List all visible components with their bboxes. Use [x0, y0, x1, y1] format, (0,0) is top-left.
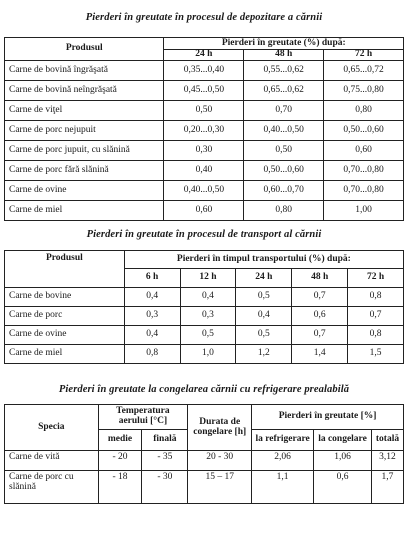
- value-cell: 0,60: [324, 141, 404, 161]
- product-cell: Carne de porc: [5, 307, 125, 326]
- col-header-period: 48 h: [244, 50, 324, 61]
- value-cell: 0,7: [292, 288, 348, 307]
- value-cell: 0,4: [236, 307, 292, 326]
- value-cell: 0,45...0,50: [164, 81, 244, 101]
- table-row: [5, 161, 404, 181]
- product-cell: Carne de bovină neîngrăşată: [5, 81, 164, 101]
- value-cell: 20 - 30: [188, 451, 252, 471]
- value-cell: 0,4: [180, 288, 236, 307]
- table-row: [5, 201, 404, 221]
- col-header-period: 72 h: [324, 50, 404, 61]
- value-cell: 0,4: [124, 288, 180, 307]
- value-cell: 0,80: [244, 201, 324, 221]
- value-cell: 0,30: [164, 141, 244, 161]
- value-cell: 0,20...0,30: [164, 121, 244, 141]
- value-cell: 1,7: [371, 471, 403, 504]
- col-header-period: 24 h: [164, 50, 244, 61]
- value-cell: 0,3: [124, 307, 180, 326]
- freezing-loss-table: [4, 404, 404, 504]
- value-cell: - 20: [98, 451, 142, 471]
- value-cell: 1,06: [314, 451, 372, 471]
- value-cell: 0,50...0,60: [244, 161, 324, 181]
- value-cell: 1,0: [180, 345, 236, 364]
- col-header-product: Produsul: [5, 38, 164, 61]
- value-cell: 3,12: [371, 451, 403, 471]
- value-cell: 0,6: [314, 471, 372, 504]
- value-cell: - 18: [98, 471, 142, 504]
- product-cell: Carne de ovine: [5, 326, 125, 345]
- col-header-loss-congelare: la congelare: [314, 430, 372, 451]
- table-row: [5, 288, 404, 307]
- value-cell: 0,7: [292, 326, 348, 345]
- col-header-period: 24 h: [236, 269, 292, 288]
- value-cell: 0,60: [164, 201, 244, 221]
- col-header-loss-totala: totală: [371, 430, 403, 451]
- table-row: [5, 101, 404, 121]
- value-cell: 0,40...0,50: [164, 181, 244, 201]
- value-cell: 1,1: [252, 471, 314, 504]
- table-row: [5, 307, 404, 326]
- value-cell: 15 – 17: [188, 471, 252, 504]
- table-row: [5, 121, 404, 141]
- value-cell: - 30: [142, 471, 188, 504]
- col-header-losses: Pierderi în greutate (%) după:: [164, 38, 404, 50]
- value-cell: 0,65...0,62: [244, 81, 324, 101]
- species-cell: Carne de porc cu slănină: [5, 471, 99, 504]
- col-header-period: 48 h: [292, 269, 348, 288]
- value-cell: 0,40...0,50: [244, 121, 324, 141]
- product-cell: Carne de miel: [5, 345, 125, 364]
- table1-title: Pierderi în greutate în procesul de depozitare a cărnii: [85, 12, 323, 23]
- species-cell: Carne de vită: [5, 451, 99, 471]
- table3-title: Pierderi în greutate la congelarea cărnii cu refrigerare prealabilă: [58, 384, 350, 395]
- product-cell: Carne de bovine: [5, 288, 125, 307]
- value-cell: 0,3: [180, 307, 236, 326]
- col-header-temp-finala: finală: [142, 430, 188, 451]
- table-row: [5, 81, 404, 101]
- col-header-losses: Pierderi în timpul transportului (%) după:: [124, 251, 403, 269]
- product-cell: Carne de porc jupuit, cu slănină: [5, 141, 164, 161]
- value-cell: 2,06: [252, 451, 314, 471]
- col-header-species: Specia: [5, 405, 99, 451]
- product-cell: Carne de bovină îngrăşată: [5, 61, 164, 81]
- col-header-losses: Pierderi în greutate [%]: [252, 405, 404, 430]
- value-cell: 0,55...0,62: [244, 61, 324, 81]
- col-header-period: 12 h: [180, 269, 236, 288]
- value-cell: 0,7: [348, 307, 404, 326]
- table-row: [5, 326, 404, 345]
- table-row: [5, 141, 404, 161]
- value-cell: 0,5: [236, 288, 292, 307]
- value-cell: 1,5: [348, 345, 404, 364]
- product-cell: Carne de viţel: [5, 101, 164, 121]
- value-cell: - 35: [142, 451, 188, 471]
- table2-title: Pierderi în greutate în procesul de transport al cărnii: [86, 229, 322, 240]
- value-cell: 0,6: [292, 307, 348, 326]
- value-cell: 0,8: [348, 326, 404, 345]
- value-cell: 0,8: [124, 345, 180, 364]
- col-header-loss-refrigerare: la refrigerare: [252, 430, 314, 451]
- value-cell: 0,5: [180, 326, 236, 345]
- value-cell: 0,70...0,80: [324, 181, 404, 201]
- value-cell: 0,75...0,80: [324, 81, 404, 101]
- value-cell: 1,4: [292, 345, 348, 364]
- col-header-duration: Durata de congelare [h]: [188, 405, 252, 451]
- col-header-temp-medie: medie: [98, 430, 142, 451]
- value-cell: 0,50: [244, 141, 324, 161]
- value-cell: 0,50: [164, 101, 244, 121]
- value-cell: 0,60...0,70: [244, 181, 324, 201]
- value-cell: 0,4: [124, 326, 180, 345]
- table-row: [5, 61, 404, 81]
- transport-loss-table: [4, 250, 404, 364]
- value-cell: 0,70: [244, 101, 324, 121]
- value-cell: 0,8: [348, 288, 404, 307]
- col-header-period: 6 h: [124, 269, 180, 288]
- value-cell: 0,80: [324, 101, 404, 121]
- table-row: [5, 451, 404, 471]
- product-cell: Carne de miel: [5, 201, 164, 221]
- product-cell: Carne de ovine: [5, 181, 164, 201]
- value-cell: 0,50...0,60: [324, 121, 404, 141]
- table-row: [5, 181, 404, 201]
- value-cell: 0,40: [164, 161, 244, 181]
- value-cell: 1,00: [324, 201, 404, 221]
- col-header-period: 72 h: [348, 269, 404, 288]
- product-cell: Carne de porc nejupuit: [5, 121, 164, 141]
- table-row: [5, 471, 404, 504]
- value-cell: 0,35...0,40: [164, 61, 244, 81]
- value-cell: 0,70...0,80: [324, 161, 404, 181]
- storage-loss-table: [4, 37, 404, 221]
- table-row: [5, 345, 404, 364]
- col-header-temperature: Temperatura aerului [°C]: [98, 405, 188, 430]
- col-header-product: Produsul: [5, 251, 125, 288]
- value-cell: 0,5: [236, 326, 292, 345]
- value-cell: 1,2: [236, 345, 292, 364]
- product-cell: Carne de porc fără slănină: [5, 161, 164, 181]
- value-cell: 0,65...0,72: [324, 61, 404, 81]
